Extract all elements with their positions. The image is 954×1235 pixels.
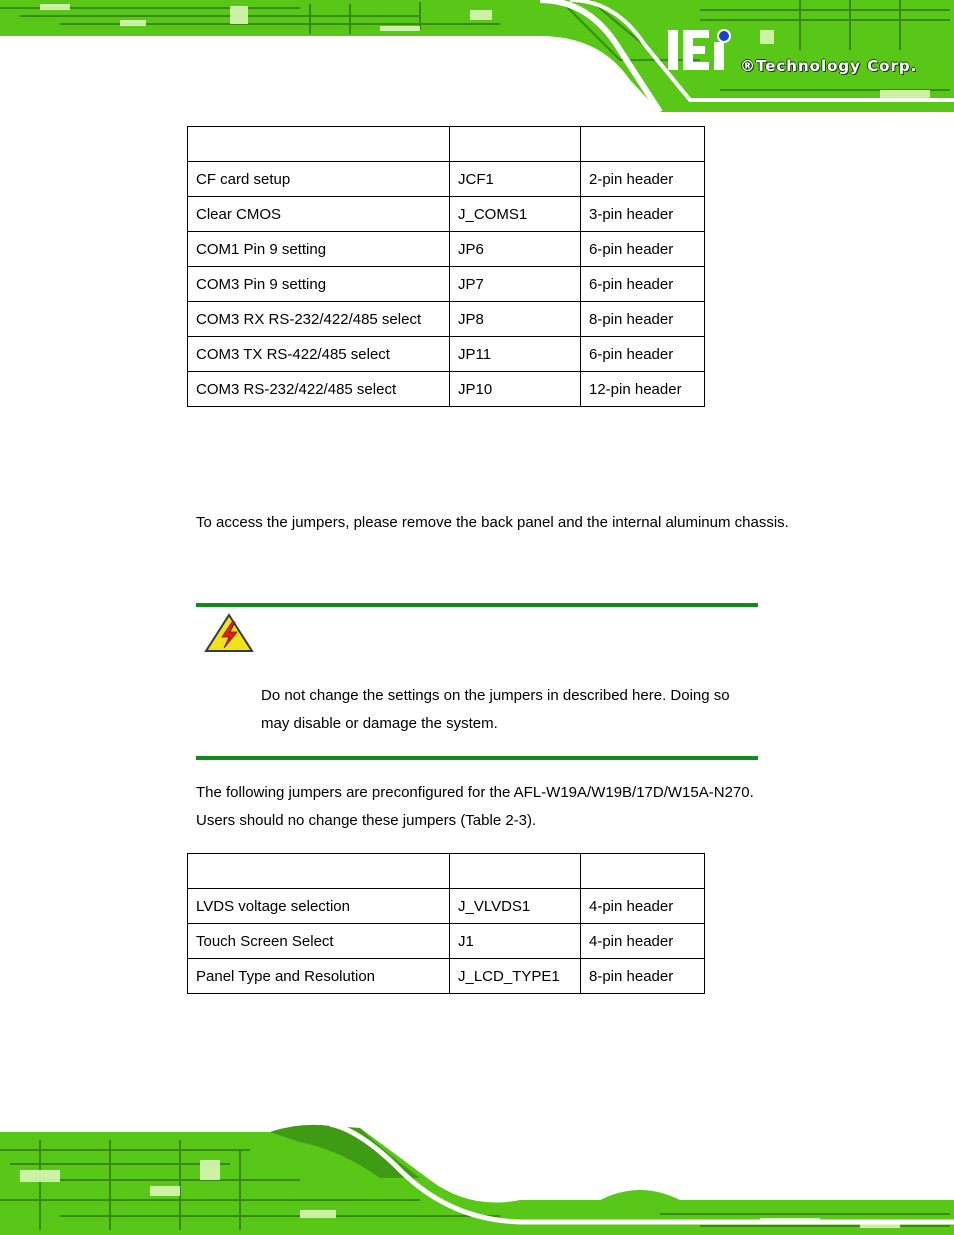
table-header-row — [188, 127, 705, 162]
jumper-label: JP7 — [450, 267, 581, 302]
table-row — [188, 232, 705, 267]
jumper-description: CF card setup — [188, 162, 450, 197]
jumper-type: 12-pin header — [581, 372, 705, 407]
table-row — [188, 337, 705, 372]
jumpers-table — [187, 126, 705, 407]
preconfig-paragraph — [196, 779, 814, 835]
table-row — [188, 197, 705, 232]
jumper-label: J_VLVDS1 — [450, 889, 581, 924]
jumper-type: 4-pin header — [581, 889, 705, 924]
jumper-label: JP11 — [450, 337, 581, 372]
page-header-banner — [0, 0, 954, 112]
warning-lightning-icon — [204, 613, 254, 653]
preconfigured-jumpers-table — [187, 853, 705, 994]
brand-text: ®Technology Corp. — [740, 57, 918, 75]
jumper-type: 4-pin header — [581, 924, 705, 959]
table-row — [188, 302, 705, 337]
header-cell — [450, 854, 581, 889]
preconfig-line-1: The following jumpers are preconfigured for the AFL-W19A/W19B/17D/W15A-N270. — [196, 784, 754, 801]
jumper-label: J_COMS1 — [450, 197, 581, 232]
pcb-header-graphic — [0, 0, 954, 112]
header-cell — [450, 127, 581, 162]
jumper-label: JCF1 — [450, 162, 581, 197]
jumper-description: LVDS voltage selection — [188, 889, 450, 924]
jumper-type: 3-pin header — [581, 197, 705, 232]
table-row — [188, 924, 705, 959]
jumper-type: 6-pin header — [581, 337, 705, 372]
jumper-description: Panel Type and Resolution — [188, 959, 450, 994]
header-cell — [188, 854, 450, 889]
jumper-type: 8-pin header — [581, 302, 705, 337]
table-row — [188, 267, 705, 302]
warning-bottom-rule — [196, 756, 758, 760]
warning-line-1: Do not change the settings on the jumpers in described here. Doing so — [261, 687, 730, 704]
table-row — [188, 162, 705, 197]
jumper-type: 8-pin header — [581, 959, 705, 994]
warning-top-rule — [196, 603, 758, 607]
jumper-description: COM3 Pin 9 setting — [188, 267, 450, 302]
jumper-description: COM3 RS-232/422/485 select — [188, 372, 450, 407]
jumper-description: Clear CMOS — [188, 197, 450, 232]
jumper-label: JP8 — [450, 302, 581, 337]
jumper-label: JP10 — [450, 372, 581, 407]
table-header-row — [188, 854, 705, 889]
jumper-description: COM3 TX RS-422/485 select — [188, 337, 450, 372]
warning-text — [261, 682, 761, 738]
warning-line-2: may disable or damage the system. — [261, 715, 498, 732]
table-row — [188, 959, 705, 994]
preconfig-line-2: Users should no change these jumpers (Table 2-3). — [196, 812, 537, 829]
jumper-label: JP6 — [450, 232, 581, 267]
jumper-description: COM3 RX RS-232/422/485 select — [188, 302, 450, 337]
jumper-description: COM1 Pin 9 setting — [188, 232, 450, 267]
access-instructions: To access the jumpers, please remove the back panel and the internal aluminum chassis. — [196, 514, 789, 531]
header-cell — [581, 854, 705, 889]
jumper-type: 6-pin header — [581, 232, 705, 267]
jumper-type: 2-pin header — [581, 162, 705, 197]
jumper-label: J_LCD_TYPE1 — [450, 959, 581, 994]
table-row — [188, 889, 705, 924]
jumper-label: J1 — [450, 924, 581, 959]
header-cell — [188, 127, 450, 162]
header-cell — [581, 127, 705, 162]
page-footer-banner — [0, 1120, 954, 1235]
jumper-description: Touch Screen Select — [188, 924, 450, 959]
jumper-type: 6-pin header — [581, 267, 705, 302]
table-row — [188, 372, 705, 407]
iei-logo — [668, 30, 730, 70]
pcb-footer-graphic — [0, 1120, 954, 1235]
